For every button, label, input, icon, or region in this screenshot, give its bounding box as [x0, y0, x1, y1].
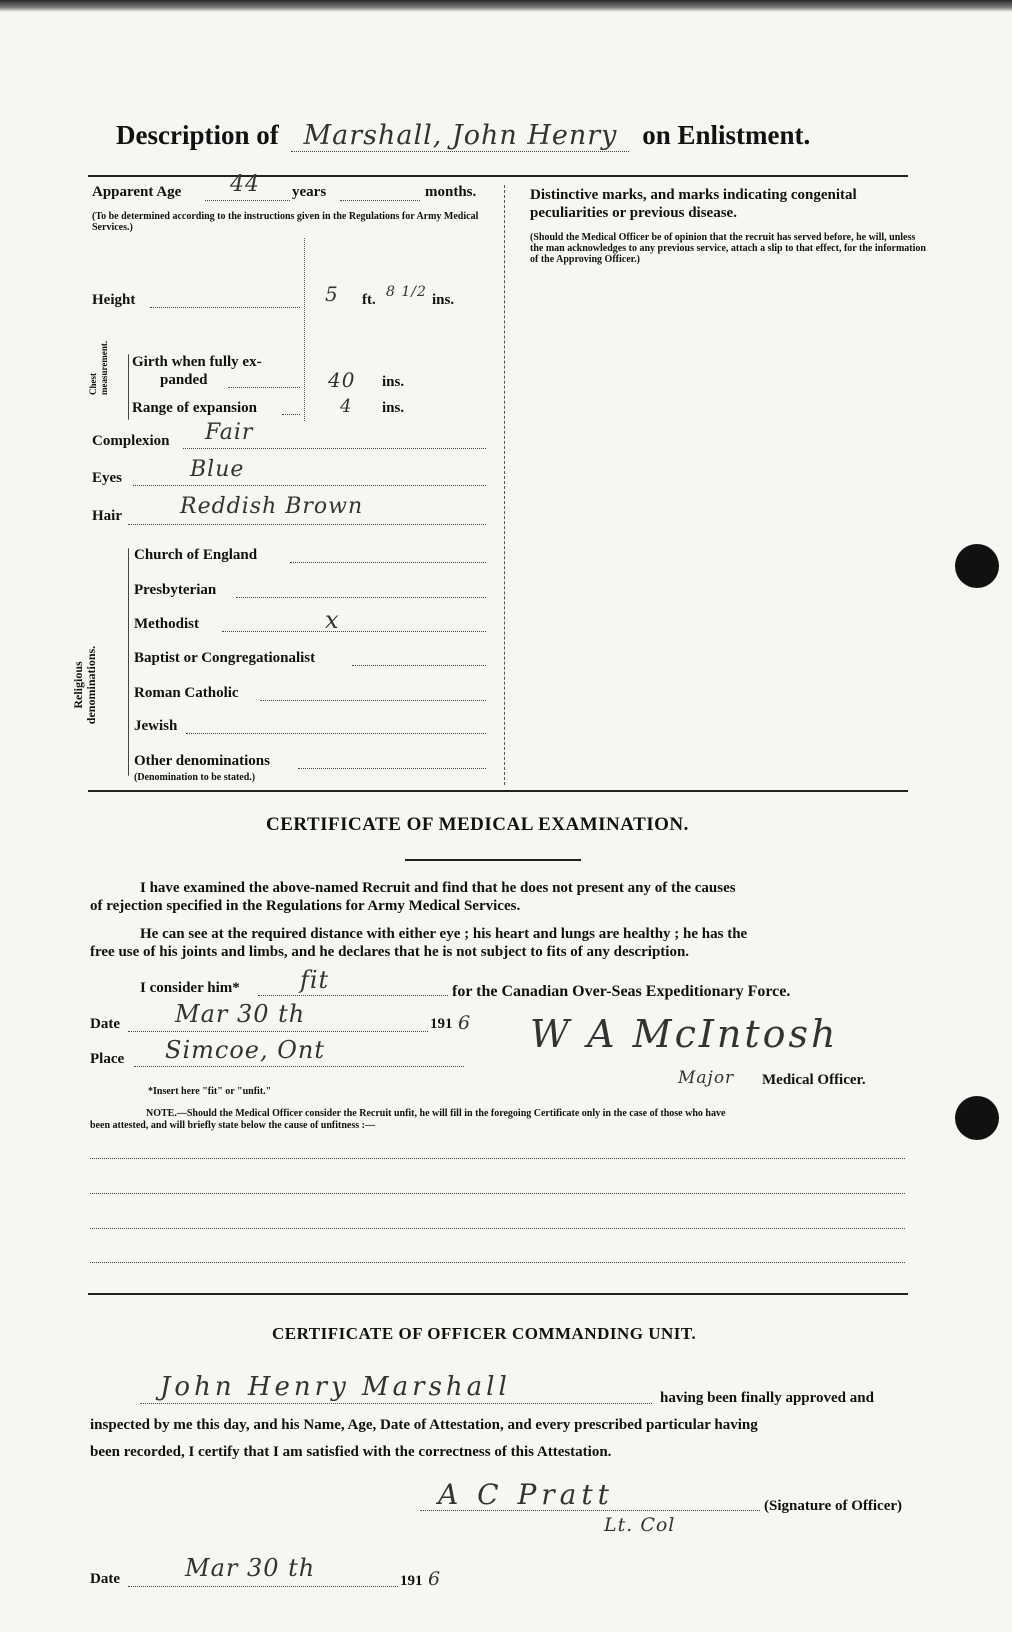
age-value: 44 — [230, 172, 260, 197]
medical-para1-line2: of rejection specified in the Regulations for Army Medical Services. — [90, 898, 521, 914]
apparent-age-label: Apparent Age — [92, 184, 182, 200]
medical-para1-line1: I have examined the above-named Recruit and find that he does not present any of the causes — [140, 880, 736, 896]
signature-of-officer-label: (Signature of Officer) — [764, 1498, 903, 1514]
commanding-date-year-digit: 6 — [428, 1568, 442, 1590]
place-value: Simcoe, Ont — [165, 1036, 326, 1064]
age-note: (To be determined according to the instructions given in the Regulations for Army Medical Services.) — [92, 211, 479, 233]
other-note: (Denomination to be stated.) — [134, 772, 256, 783]
complexion-line — [183, 448, 486, 449]
girth-line — [228, 387, 300, 388]
months-label: months. — [425, 184, 477, 200]
hair-label: Hair — [92, 508, 122, 524]
unfitness-line-3 — [90, 1228, 905, 1229]
height-line — [150, 307, 300, 308]
commanding-date-year: 191 — [400, 1573, 423, 1589]
girth-label-2: panded — [160, 372, 208, 388]
place-label: Place — [90, 1051, 125, 1067]
medical-heading: CERTIFICATE OF MEDICAL EXAMINATION. — [266, 814, 689, 835]
ins-label: ins. — [432, 292, 455, 308]
title-prefix: Description of — [116, 120, 279, 150]
religion-church-of-england: Church of England — [134, 547, 258, 563]
religion-methodist: Methodist — [134, 616, 199, 632]
medical-officer-signature: W A McIntosh — [530, 1012, 839, 1056]
section-rule-2 — [88, 1293, 908, 1295]
section-rule-1 — [88, 790, 908, 792]
scan-edge — [0, 0, 1012, 12]
girth-label-1: Girth when fully ex- — [132, 354, 262, 370]
ft-label: ft. — [362, 292, 376, 308]
medical-date-year: 191 — [430, 1016, 453, 1032]
punch-hole-bottom — [955, 1096, 999, 1140]
place-line — [134, 1066, 464, 1067]
religion-line-4 — [352, 665, 486, 666]
distinctive-marks-label: Distinctive marks, and marks indicating congenital peculiarities or previous disease. — [530, 187, 857, 221]
medical-date-year-digit: 6 — [458, 1012, 472, 1034]
months-line — [340, 200, 420, 201]
commanding-date-label: Date — [90, 1571, 120, 1587]
commanding-line1-suffix: having been finally approved and — [660, 1390, 874, 1406]
religion-presbyterian: Presbyterian — [134, 582, 217, 598]
religion-line-7 — [298, 768, 486, 769]
religion-roman-catholic: Roman Catholic — [134, 685, 239, 701]
religion-other: Other denominations — [134, 753, 270, 769]
consider-label: I consider him* — [140, 980, 240, 996]
medical-officer-rank: Major — [678, 1068, 735, 1088]
years-label: years — [292, 184, 327, 200]
commanding-officer-rank: Lt. Col — [604, 1514, 676, 1536]
commanding-name-line — [140, 1403, 652, 1404]
eyes-line — [133, 485, 486, 486]
commanding-date-line — [128, 1586, 398, 1587]
unfitness-line-2 — [90, 1193, 905, 1194]
distinctive-marks-note: (Should the Medical Officer be of opinion that the recruit has served before, he will, unless the man acknowledges to any previous service, attach a slip to that effect, for the information of the Approving Officer.) — [530, 232, 926, 265]
unfitness-line-1 — [90, 1158, 905, 1159]
medical-para2-line2: free use of his joints and limbs, and he declares that he is not subject to fits of any description. — [90, 944, 690, 960]
religion-baptist: Baptist or Congregationalist — [134, 650, 316, 666]
hair-value: Reddish Brown — [180, 494, 364, 519]
title-rule — [88, 175, 908, 177]
chest-brace — [128, 354, 129, 420]
range-line — [282, 414, 300, 415]
commanding-heading: CERTIFICATE OF OFFICER COMMANDING UNIT. — [272, 1324, 697, 1343]
girth-value: 40 — [328, 368, 356, 392]
recruit-name: Marshall, John Henry — [291, 120, 629, 152]
medical-date-value: Mar 30 th — [175, 1000, 306, 1028]
commanding-name-value: John Henry Marshall — [160, 1372, 511, 1402]
medical-officer-label: Medical Officer. — [762, 1072, 866, 1088]
range-label: Range of expansion — [132, 400, 258, 416]
commanding-officer-signature: A C Pratt — [438, 1478, 614, 1511]
consider-value: fit — [300, 966, 330, 994]
column-divider — [504, 185, 505, 785]
commanding-line2: inspected by me this day, and his Name, Age, Date of Attestation, and every prescribed particular having — [90, 1417, 758, 1433]
range-unit: ins. — [382, 400, 405, 416]
religions-label: Religious denominations. — [71, 645, 98, 725]
complexion-value: Fair — [205, 420, 254, 445]
height-ft-value: 5 — [325, 282, 339, 306]
nota-line1: NOTE.—Should the Medical Officer consider the Recruit unfit, he will fill in the foregoing Certificate only in the case of those who have — [146, 1108, 726, 1119]
title-suffix: on Enlistment. — [642, 120, 811, 150]
medical-date-line — [128, 1031, 428, 1032]
religion-line-5 — [260, 700, 486, 701]
religion-line-3 — [222, 631, 486, 632]
page-title — [116, 120, 810, 151]
insert-note: *Insert here "fit" or "unfit." — [148, 1086, 272, 1097]
girth-unit: ins. — [382, 374, 405, 390]
height-label: Height — [92, 292, 136, 308]
medical-para2-line1: He can see at the required distance with either eye ; his heart and lungs are healthy ; he has the — [140, 926, 748, 942]
value-column-line — [304, 238, 305, 421]
consider-suffix: for the Canadian Over-Seas Expeditionary Force. — [452, 983, 791, 1000]
consider-line — [258, 995, 448, 996]
age-line — [205, 200, 290, 201]
religion-line-2 — [236, 597, 486, 598]
religion-line-6 — [186, 733, 486, 734]
hair-line — [128, 524, 486, 525]
commanding-date-value: Mar 30 th — [185, 1554, 316, 1582]
complexion-label: Complexion — [92, 433, 170, 449]
chest-label: Chest measurement. — [88, 340, 109, 395]
medical-heading-rule — [405, 859, 581, 861]
nota-line2: been attested, and will briefly state below the cause of unfitness :— — [90, 1120, 375, 1131]
methodist-mark: x — [325, 606, 340, 634]
range-value: 4 — [340, 396, 353, 417]
religion-jewish: Jewish — [134, 718, 178, 734]
religion-line-1 — [290, 562, 486, 563]
eyes-label: Eyes — [92, 470, 122, 486]
eyes-value: Blue — [190, 457, 245, 482]
punch-hole-top — [955, 544, 999, 588]
medical-date-label: Date — [90, 1016, 120, 1032]
height-in-value: 8 1/2 — [386, 284, 427, 300]
unfitness-line-4 — [90, 1262, 905, 1263]
commanding-line3: been recorded, I certify that I am satisfied with the correctness of this Attestation. — [90, 1444, 612, 1460]
religions-brace — [128, 548, 129, 776]
